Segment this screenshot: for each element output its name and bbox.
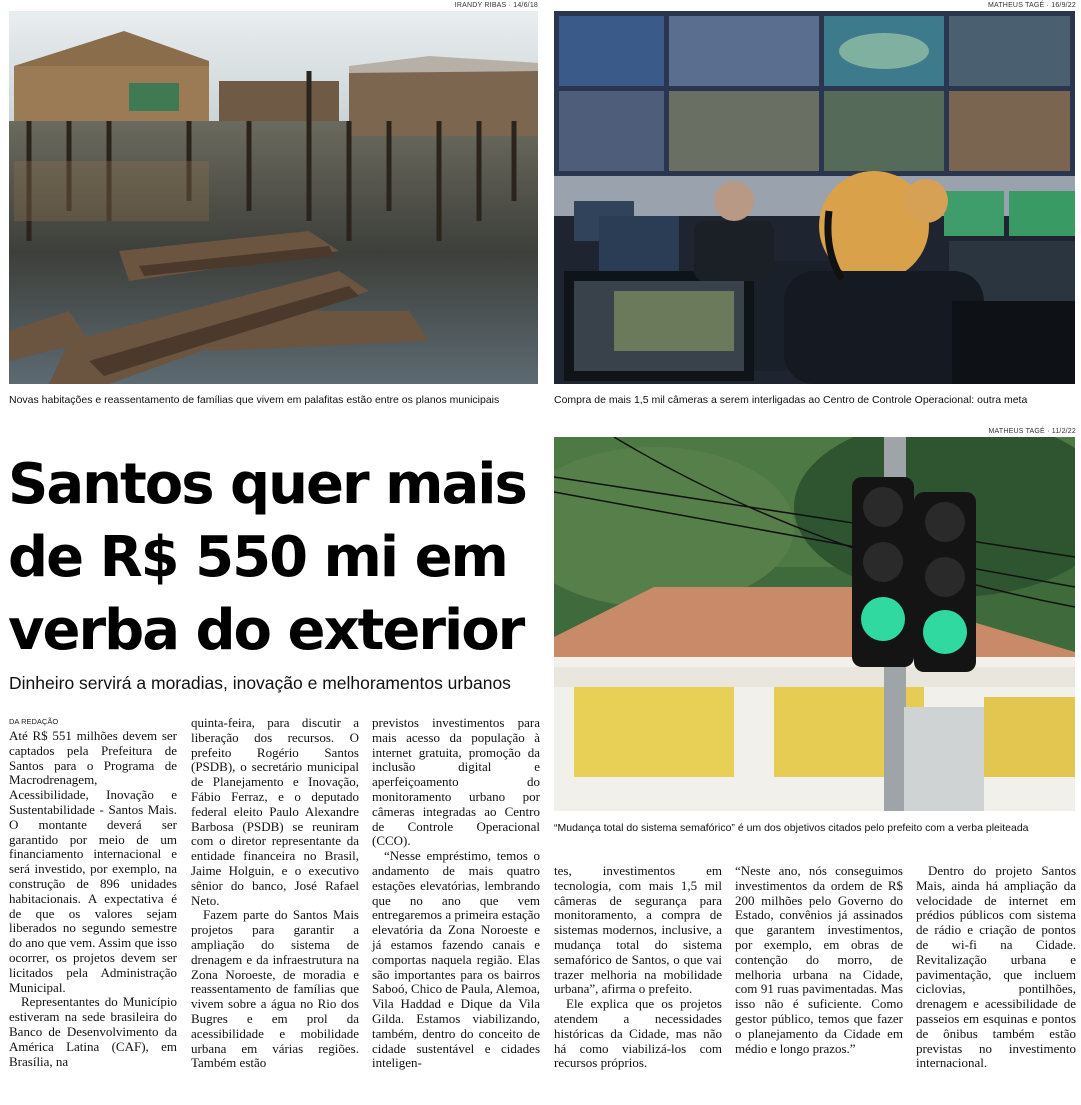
paragraph: Fazem parte do Santos Mais projetos para garantir a ampliação do sistema de drenagem e da infraestrutura na Zona Noroeste, de moradia e reassentamento de famílias que vivem sobre a água no Rio dos Bugres e em prol da acessibilidade e mobilidade urbana em várias regiões. Também estão [191, 907, 359, 1071]
paragraph: Até R$ 551 milhões devem ser captados pela Prefeitura de Santos para o Programa de Macrodrenagem, Acessibilidade, Inovação e Sustentabilidade - Santos Mais. O montante deverá ser garantido por meio de um financiamento internacional e será investido, por exemplo, na construção de 896 unidades habitacionais. A expectativa é de que os valores sejam liberados no segundo semestre do ano que vem. Assim que isso ocorrer, os projetos devem ser licitados pela Administração Municipal. [9, 728, 177, 995]
photo-credit-stilts: IRANDY RIBAS · 14/6/18 [454, 2, 538, 9]
article-subheadline: Dinheiro servirá a moradias, inovação e melhoramentos urbanos [9, 673, 511, 693]
photo-credit-control-center: MATHEUS TAGÉ · 16/9/22 [987, 2, 1076, 9]
byline: DA REDAÇÃO [9, 717, 59, 726]
traffic-light-photo [554, 437, 1075, 811]
photo-caption-stilts: Novas habitações e reassentamento de famílias que vivem em palafitas estão entre os planos municipais [9, 394, 500, 406]
paragraph: “Nesse empréstimo, temos o andamento de mais quatro estações elevatórias, lembrando que no ano que vem entregaremos a primeira estação elevatória da Zona Noroeste e já estamos fazendo canais e comportas naquela região. Elas são importantes para os bairros Saboó, Chico de Paula, Alemoa, Vila Haddad e Dique da Vila Gilda. Estamos viabilizando, também, dentro do conceito de cidade sustentável e cidades inteligen- [372, 848, 540, 1071]
article-column-3 [372, 716, 540, 1071]
paragraph: quinta-feira, para discutir a liberação dos recursos. O prefeito Rogério Santos (PSDB), o secretário municipal de Planejamento e Inovação, Fábio Ferraz, e o deputado federal eleito Paulo Alexandre Barbosa (PSDB) se reuniram com o diretor representante da entidade financeira no Brasil, Jaime Holguin, e o executivo sênior do banco, José Rafael Neto. [191, 715, 359, 908]
headline-line-3: verba do exterior [8, 598, 524, 663]
article-headline [8, 448, 538, 667]
control-center-photo [554, 11, 1075, 384]
paragraph: Ele explica que os projetos atendem a necessidades históricas da Cidade, mas não há como viabilizá-los com recursos próprios. [554, 996, 722, 1071]
paragraph: Representantes do Município estiveram na sede brasileira do Banco de Desenvolvimento da América Latina (CAF), em Brasília, na [9, 994, 177, 1069]
article-column-4 [554, 864, 722, 1071]
article-column-1 [9, 729, 177, 1069]
paragraph: tes, investimentos em tecnologia, com mais 1,5 mil câmeras de segurança para monitoramento, a compra de sistemas modernos, inclusive, a mudança total do sistema semafórico de Santos, o que vai trazer melhoria na mobilidade urbana”, afirma o prefeito. [554, 863, 722, 997]
headline-line-1: Santos quer mais [8, 452, 526, 517]
article-column-2 [191, 716, 359, 1071]
paragraph: “Neste ano, nós conseguimos investimentos da ordem de R$ 200 milhões pelo Governo do Estado, convênios já assinados que garantem investimentos, por exemplo, em obras de contenção do morro, de melhoria urbana na Cidade, com 91 ruas pavimentadas. Mas isso não é suficiente. Como gestor público, temos que fazer o planejamento da Cidade em médio e longo prazos.” [735, 863, 903, 1056]
paragraph: previstos investimentos para mais acesso da população à internet gratuita, promoção da inclusão digital e aperfeiçoamento do monitoramento urbano por câmeras integradas ao Centro de Controle Operacional (CCO). [372, 715, 540, 849]
photo-credit-traffic-light: MATHEUS TAGÉ · 11/2/22 [988, 428, 1076, 435]
article-column-5 [735, 864, 903, 1056]
paragraph: Dentro do projeto Santos Mais, ainda há ampliação da velocidade de internet em prédios públicos com sistema de rádio e criação de pontos de wi-fi na Cidade. Revitalização urbana e pavimentação, que incluem ciclovias, pontilhões, drenagem e acessibilidade de passeios em esquinas e pontos de ônibus também estão previstas no investimento internacional. [916, 863, 1076, 1071]
stilt-houses-photo [9, 11, 538, 384]
photo-caption-traffic-light: “Mudança total do sistema semafórico” é um dos objetivos citados pelo prefeito com a verba pleiteada [554, 822, 1029, 834]
headline-line-2: de R$ 550 mi em [8, 525, 507, 590]
article-column-6 [916, 864, 1076, 1071]
photo-caption-control-center: Compra de mais 1,5 mil câmeras a serem interligadas ao Centro de Controle Operacional: outra meta [554, 394, 1028, 406]
